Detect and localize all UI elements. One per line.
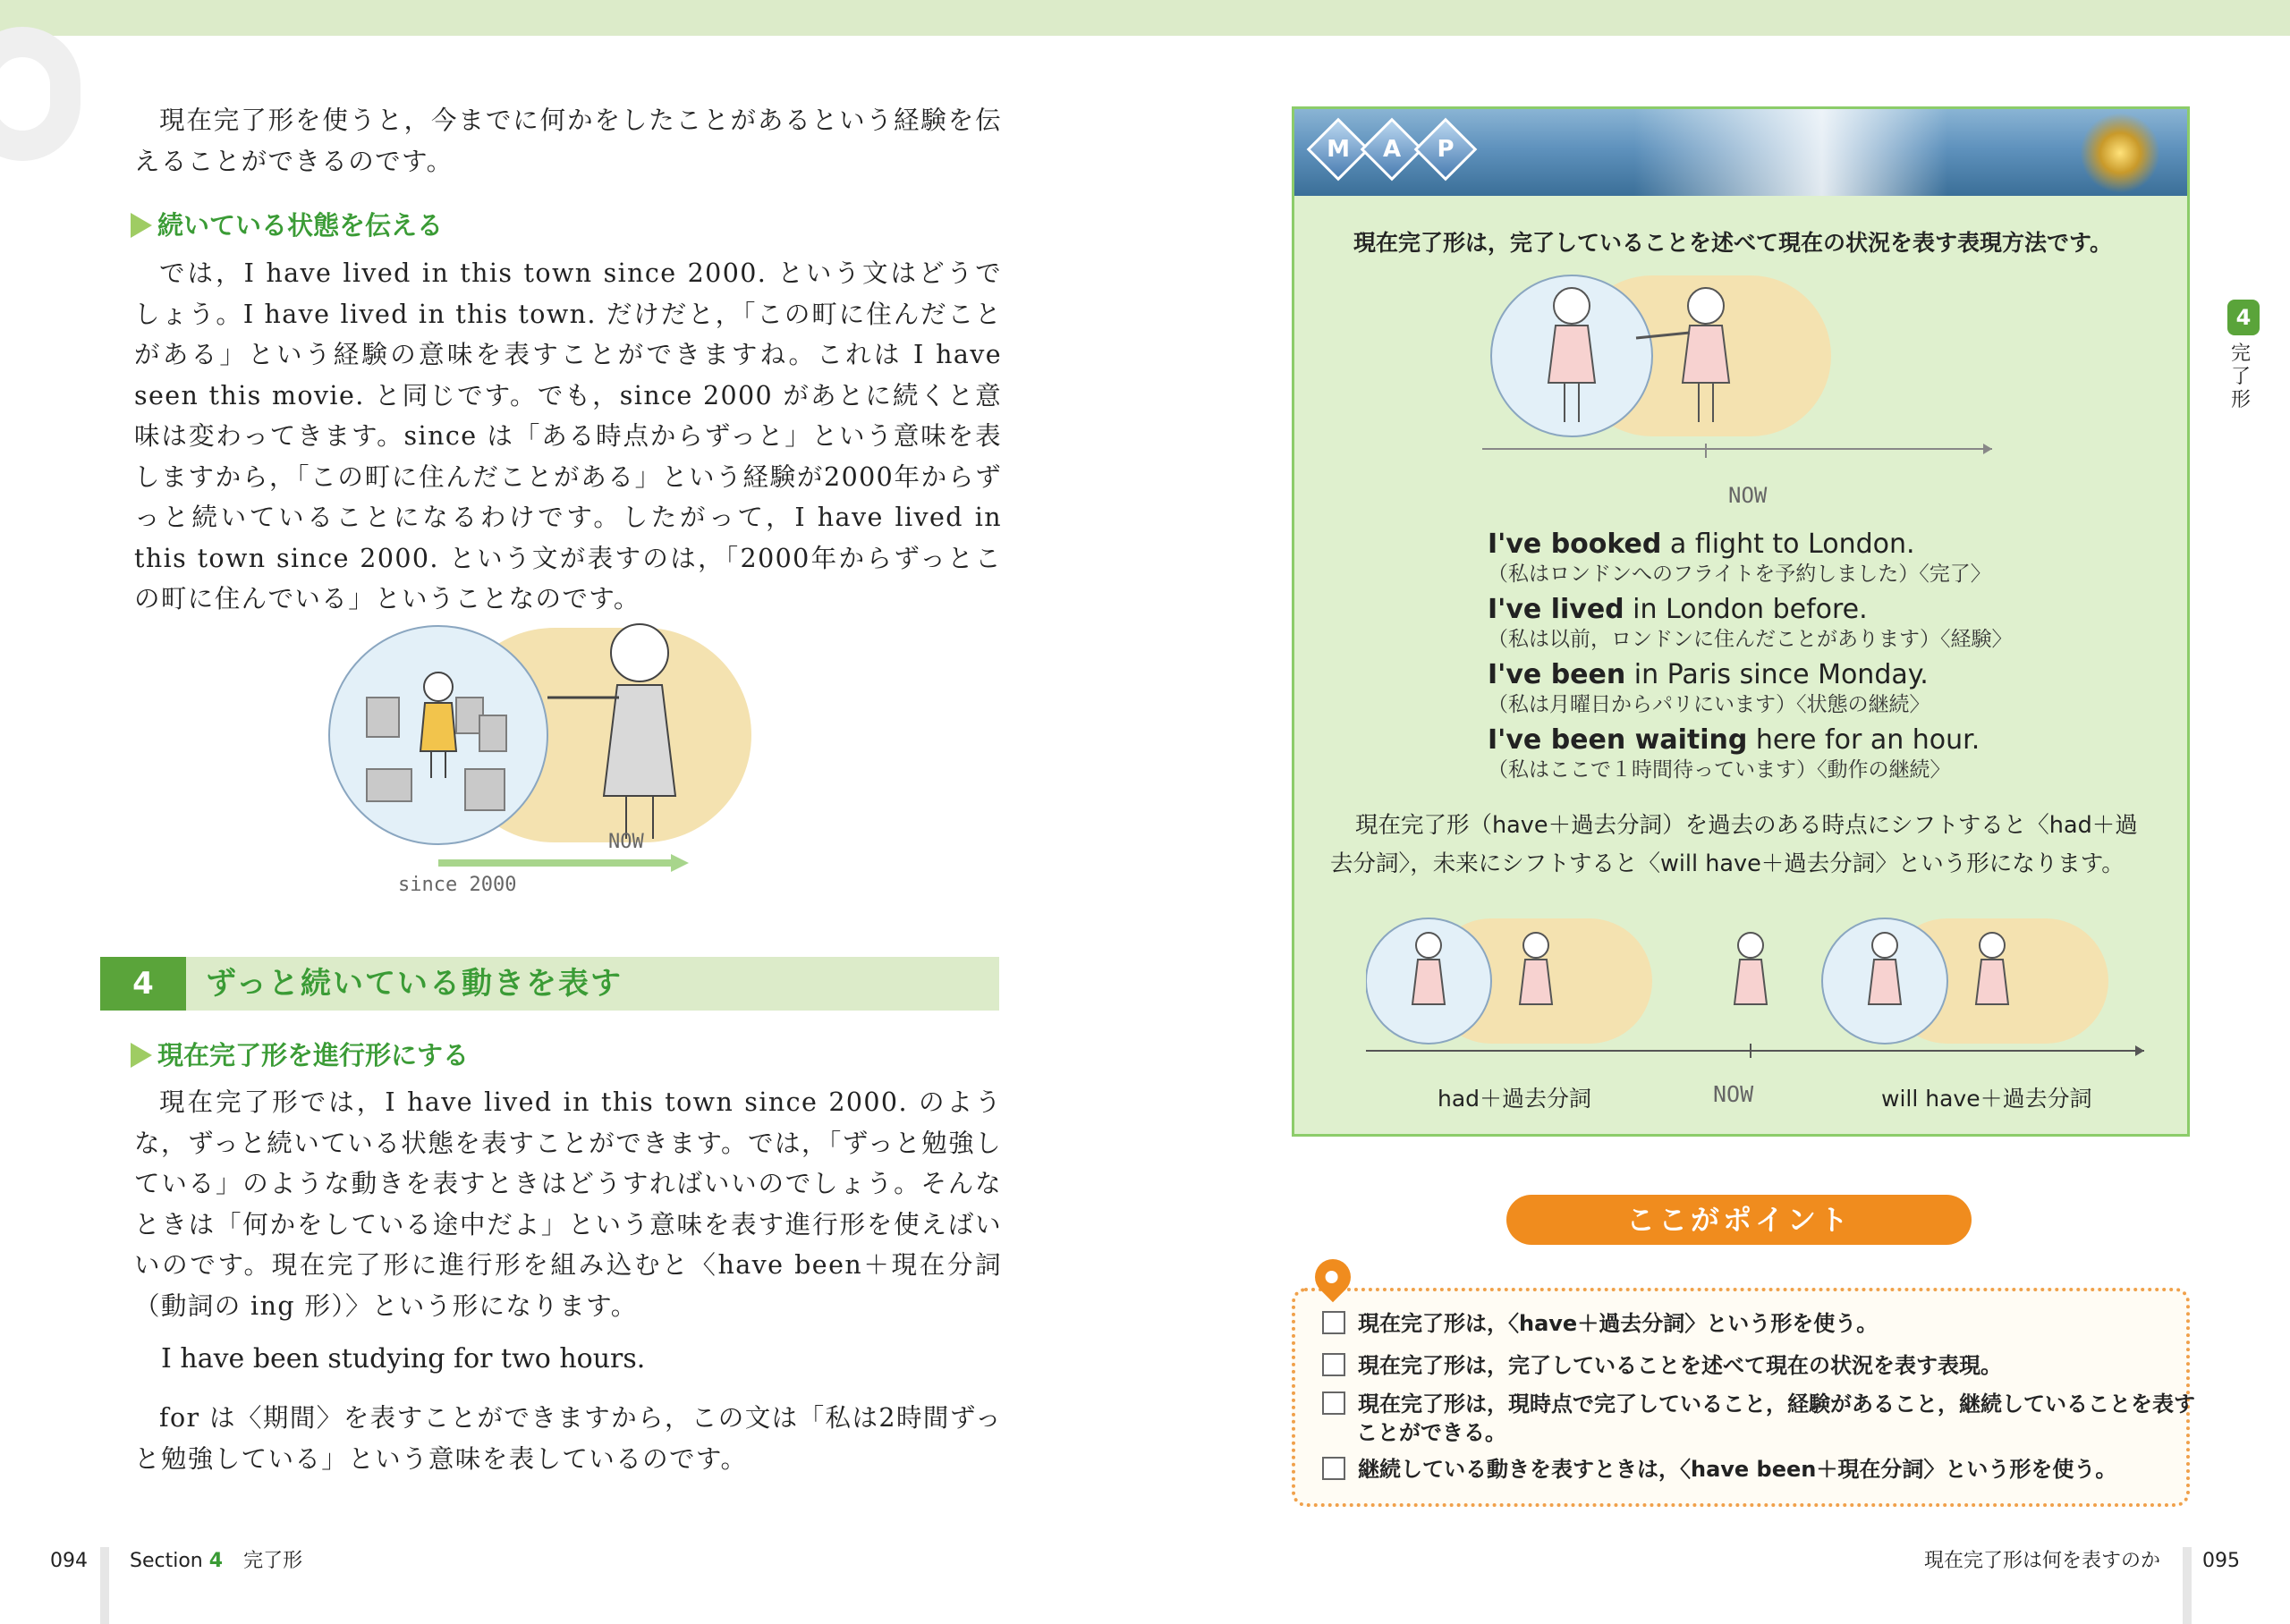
tense-shift-illustration <box>1366 909 2153 1062</box>
checkbox-icon[interactable] <box>1322 1391 1345 1415</box>
small-figure-body <box>420 703 456 751</box>
footer-right <box>1924 1545 2240 1573</box>
side-tab-text: 完了形 <box>2230 343 2251 411</box>
side-tab <box>2227 300 2263 412</box>
map-letter-a: A <box>1361 118 1424 182</box>
intro-text: 現在完了形を使うと，今までに何かをしたことがあるという経験を伝えることができるのです。 <box>134 106 1002 176</box>
footer-divider-right <box>2183 1547 2192 1624</box>
example-1-ja: （私はロンドンへのフライトを予約しました）〈完了〉 <box>1488 562 1991 586</box>
map-letter-m: M <box>1307 118 1370 182</box>
section-number: 4 <box>100 957 186 1011</box>
example-4-ja: （私はここで１時間待っています）〈動作の継続〉 <box>1488 758 1951 782</box>
example-1-en <box>1488 529 1991 560</box>
banner-fade <box>1634 109 1947 196</box>
had-figure-1-body <box>1412 960 1445 1004</box>
footer-left <box>50 1545 302 1573</box>
now-figure-body <box>1734 960 1767 1004</box>
footer-divider-left <box>100 1547 109 1624</box>
label-will-have: will have＋過去分詞 <box>1881 1086 2092 1112</box>
point-section <box>1292 1203 2195 1509</box>
checkbox-icon[interactable] <box>1322 1457 1345 1480</box>
point-heading: ここがポイント <box>1506 1195 1972 1245</box>
paragraph-for <box>134 1398 1002 1479</box>
paragraph-since-text: では，I have lived in this town since 2000. という文はどうでしょう。I have lived in this town. だけだと，「この町に住んだことがある」という経験の意味を表すことができますね。これは I have seen this movie. と同じです。でも，since 2000 があとに続くと意味は変わってきます。since は「ある時点からずっと」という意味を表しますから，「この町に住んだことがある」という経験が2000年からずっと続いていることになるわけです。したがって，I have lived in this town since 2000. という文が表すのは，「2000年からずっとこの町に住んでいる」ということなのです。 <box>134 258 1002 613</box>
subheading-text: 続いている状態を伝える <box>157 210 444 241</box>
since-2000-label: since 2000 <box>398 874 517 896</box>
example-3-en-bold: I've been <box>1488 659 1626 690</box>
intro-paragraph <box>134 100 1002 182</box>
point-item-2 <box>1322 1351 2002 1380</box>
will-figure-2-body <box>1976 960 2008 1004</box>
figure-body-now <box>1683 326 1729 383</box>
map-letter-p: P <box>1414 118 1478 182</box>
example-4-en <box>1488 725 1980 756</box>
top-color-band <box>0 0 2290 36</box>
section-heading-bar <box>100 957 999 1011</box>
example-2-en <box>1488 595 2013 625</box>
big-figure-head <box>611 624 668 681</box>
timeline-arrowhead <box>671 854 689 872</box>
example-1 <box>1488 529 1991 587</box>
map-box <box>1292 106 2190 1137</box>
had-figure-1 <box>1416 933 1441 958</box>
example-sentence: I have been studying for two hours. <box>161 1343 646 1374</box>
example-3 <box>1488 660 1930 717</box>
paragraph-for-text: for は〈期間〉を表すことができますから，この文は「私は2時間ずっと勉強している」という意味を表しているのです。 <box>134 1403 1002 1474</box>
sun-icon <box>2080 113 2160 193</box>
triangle-icon <box>131 213 152 238</box>
big-figure-body <box>604 685 675 796</box>
will-figure-2 <box>1980 933 2005 958</box>
point-item-3 <box>1322 1390 2197 1447</box>
point-item-4 <box>1322 1455 2116 1484</box>
checkbox-icon[interactable] <box>1322 1353 1345 1376</box>
point-item-1 <box>1322 1309 1878 1338</box>
footer-section-label: Section <box>130 1550 203 1572</box>
example-2 <box>1488 595 2013 652</box>
example-3-en <box>1488 660 1930 690</box>
had-figure-2-body <box>1520 960 1552 1004</box>
figure-head-now <box>1688 288 1724 324</box>
figure-body <box>1548 326 1595 383</box>
footer-chapter-title: 現在完了形は何を表すのか <box>1923 1550 2160 1572</box>
example-2-en-bold: I've lived <box>1488 594 1624 625</box>
point-text-1: 現在完了形は，〈have＋過去分詞〉という形を使う。 <box>1358 1311 1879 1336</box>
subheading-text: 現在完了形を進行形にする <box>157 1040 470 1070</box>
point-text-2: 現在完了形は，完了していることを述べて現在の状況を表す表現。 <box>1358 1353 2002 1378</box>
point-box <box>1292 1288 2195 1507</box>
paragraph-progressive-text: 現在完了形では，I have lived in this town since 2000. のような，ずっと続いている状態を表すことができます。では，「ずっと勉強している」のような動きを表すときはどうすればいいのでしょう。そんなときは「何かをしている途中だよ」という意味を表す進行形を使えばいいのです。現在完了形に進行形を組み込むと〈have been＋現在分詞（動詞の ing 形）〉という形になります。 <box>134 1087 1002 1321</box>
example-4-en-rest: here for an hour. <box>1747 724 1980 756</box>
map-banner <box>1294 109 2187 196</box>
example-2-ja: （私は以前，ロンドンに住んだことがあります）〈経験〉 <box>1488 628 2013 651</box>
map-paragraph: 現在完了形（have＋過去分詞）を過去のある時点にシフトすると〈had＋過去分詞〉，未来にシフトすると〈will have＋過去分詞〉という形になります。 <box>1330 812 2138 877</box>
example-2-en-rest: in London before. <box>1624 594 1868 625</box>
label-now: NOW <box>1713 1081 1754 1107</box>
timeline-arrowhead <box>1983 444 1992 454</box>
tense-arrowhead <box>2135 1045 2144 1056</box>
subheading-continuing-state <box>131 206 443 242</box>
example-3-en-rest: in Paris since Monday. <box>1625 659 1929 690</box>
map-lead-text: 現在完了形は，完了していることを述べて現在の状況を表す表現方法です。 <box>1353 230 2113 256</box>
decorative-zero <box>0 27 81 161</box>
small-figure-head <box>424 672 453 701</box>
paragraph-progressive <box>134 1082 1002 1326</box>
had-figure-2 <box>1523 933 1548 958</box>
footer-section-number: 4 <box>208 1550 224 1572</box>
triangle-icon <box>131 1043 152 1068</box>
example-4 <box>1488 725 1980 782</box>
page-number-right: 095 <box>2202 1550 2240 1572</box>
example-4-en-bold: I've been waiting <box>1488 724 1748 756</box>
paragraph-since <box>134 253 1002 620</box>
page-number-left: 094 <box>50 1550 88 1572</box>
point-text-4: 継続している動きを表すときは，〈have been＋現在分詞〉という形を使う。 <box>1358 1457 2117 1482</box>
side-tab-number: 4 <box>2227 300 2260 335</box>
point-text-3: 現在完了形は，現時点で完了していること，経験があること，継続していることを表すことができる。 <box>1356 1391 2195 1445</box>
figure-head <box>1554 288 1590 324</box>
example-1-en-rest: a flight to London. <box>1661 529 1915 560</box>
since-2000-illustration <box>322 617 769 903</box>
footer-section-title: 完了形 <box>243 1550 303 1572</box>
section-title: ずっと続いている動きを表す <box>206 966 623 1002</box>
pin-icon <box>1308 1252 1359 1303</box>
checkbox-icon[interactable] <box>1322 1311 1345 1334</box>
subheading-progressive <box>131 1036 469 1072</box>
will-figure-1-body <box>1869 960 1901 1004</box>
present-perfect-illustration <box>1473 270 1992 467</box>
label-had: had＋過去分詞 <box>1438 1086 1592 1112</box>
map-now-label: NOW <box>1728 483 1768 508</box>
will-figure-1 <box>1872 933 1897 958</box>
example-3-ja: （私は月曜日からパリにいます）〈状態の継続〉 <box>1488 693 1930 716</box>
now-label: NOW <box>608 831 644 853</box>
example-1-en-bold: I've booked <box>1488 529 1662 560</box>
now-figure <box>1738 933 1763 958</box>
